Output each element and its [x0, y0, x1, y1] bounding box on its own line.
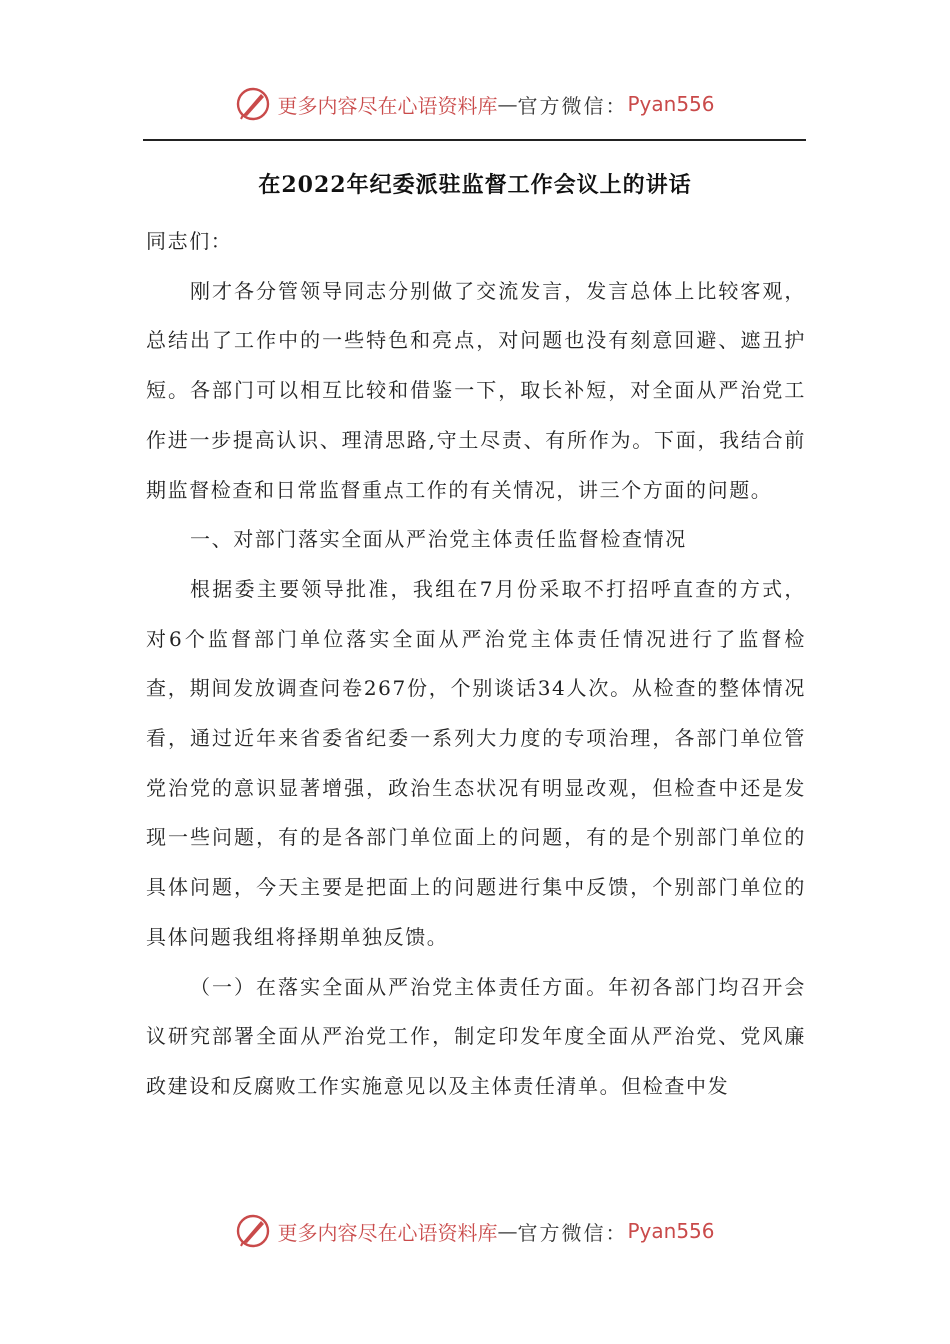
section-heading: 一、对部门落实全面从严治党主体责任监督检查情况: [190, 527, 687, 552]
watermark-dash: —: [497, 92, 518, 116]
paragraph: 根据委主要领导批准，我组在7月份采取不打招呼直查的方式，对6个监督部门单位落实全面从严治党主体责任情况进行了监督检查，期间发放调查问卷267份，个别谈话34人次。从检查的整体情况看，通过近年来省委省纪委一系列大力度的专项治理，各部门单位管党治党的意识显著增强，政治生态状况有明显改观，但检查中还是发现一些问题，有的是各部门单位面上的问题，有的是个别部门单位的具体问题，今天主要是把面上的问题进行集中反馈，个别部门单位的具体问题我组将择期单独反馈。: [146, 576, 806, 949]
watermark-banner-top: [0, 84, 950, 124]
quill-pen-logo-icon: [235, 1213, 271, 1249]
watermark-dash: —: [497, 1219, 518, 1243]
watermark-wechat-label: 官方微信：: [517, 93, 628, 118]
greeting: 同志们：: [146, 229, 233, 253]
watermark-banner-bottom: [0, 1211, 950, 1251]
header-divider: [143, 139, 806, 141]
paragraph: 刚才各分管领导同志分别做了交流发言，发言总体上比较客观，总结出了工作中的一些特色和亮点，对问题也没有刻意回避、遮丑护短。各部门可以相互比较和借鉴一下，取长补短，对全面从严治党工作进一步提高认识、理清思路,守土尽责、有所作为。下面，我结合前期监督检查和日常监督重点工作的有关情况，讲三个方面的问题。: [146, 278, 806, 502]
watermark-site-text: 更多内容尽在心语资料库: [277, 1220, 498, 1245]
watermark-wechat-label: 官方微信：: [517, 1220, 628, 1245]
watermark-site-text: 更多内容尽在心语资料库: [277, 93, 498, 118]
watermark-wechat-id: Pyan556: [627, 92, 715, 116]
quill-pen-logo-icon: [235, 86, 271, 122]
document-body: [146, 217, 806, 1112]
watermark-wechat-id: Pyan556: [627, 1219, 715, 1243]
document-title: 在2022年纪委派驻监督工作会议上的讲话: [258, 172, 692, 198]
paragraph: （一）在落实全面从严治党主体责任方面。年初各部门均召开会议研究部署全面从严治党工作，制定印发年度全面从严治党、党风廉政建设和反腐败工作实施意见以及主体责任清单。但检查中发: [146, 974, 806, 1098]
